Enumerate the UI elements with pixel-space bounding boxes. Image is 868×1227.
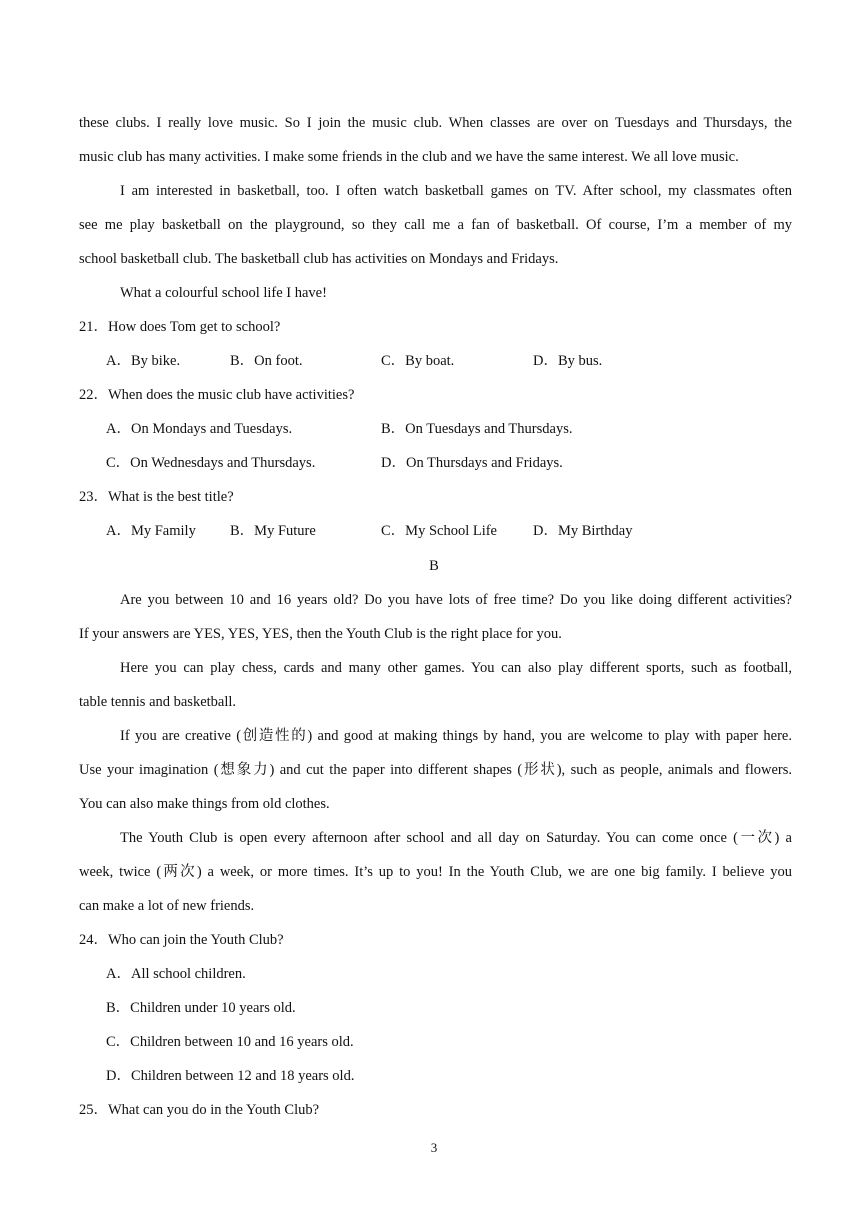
question-text: When does the music club have activities? (108, 387, 355, 403)
passage-a-line: What a colourful school life I have! (120, 285, 327, 301)
option-a: A．All school children. (106, 966, 246, 982)
question-25 (79, 1100, 319, 1120)
passage-b-line: The Youth Club is open every afternoon after school and all day on Saturday. You can come once (一次) a (120, 830, 792, 846)
question-number: 25． (79, 1102, 108, 1118)
passage-b-line: Use your imagination (想象力) and cut the paper into different shapes (形状), such as people, animals and flowers. (79, 762, 792, 778)
passage-a-line: see me play basketball on the playground, so they call me a fan of basketball. Of course, I’m a member of my (79, 217, 792, 233)
page-number: 3 (430, 1140, 438, 1155)
option-a: A．On Mondays and Tuesdays. (106, 421, 293, 437)
question-number: 21． (79, 319, 108, 335)
question-text: What is the best title? (108, 489, 234, 505)
option-d: D．My Birthday (533, 523, 633, 539)
passage-a-line: I am interested in basketball, too. I often watch basketball games on TV. After school, my classmates often (120, 183, 792, 199)
question-number: 23． (79, 489, 108, 505)
passage-a-line: these clubs. I really love music. So I join the music club. When classes are over on Tuesdays and Thursdays, the (79, 115, 792, 131)
question-text: Who can join the Youth Club? (108, 932, 284, 948)
section-b-heading: B (429, 558, 439, 574)
option-c: C．By boat. (381, 353, 455, 369)
option-d: D．Children between 12 and 18 years old. (106, 1068, 355, 1084)
passage-a-line: music club has many activities. I make some friends in the club and we have the same interest. We all love music. (79, 149, 739, 165)
question-22 (79, 385, 354, 405)
option-c: C．My School Life (381, 523, 497, 539)
passage-b-line: If you are creative (创造性的) and good at making things by hand, you are welcome to play with paper here. (120, 728, 792, 744)
question-number: 22． (79, 387, 108, 403)
option-b: B．Children under 10 years old. (106, 1000, 296, 1016)
question-number: 24． (79, 932, 108, 948)
option-a: A．By bike. (106, 353, 181, 369)
option-c: C．Children between 10 and 16 years old. (106, 1034, 354, 1050)
option-b: B．My Future (230, 523, 316, 539)
option-d: D．On Thursdays and Fridays. (381, 455, 563, 471)
option-b: B．On Tuesdays and Thursdays. (381, 421, 573, 437)
question-23 (79, 487, 234, 507)
option-d: D．By bus. (533, 353, 603, 369)
passage-a-line: school basketball club. The basketball club has activities on Mondays and Fridays. (79, 251, 559, 267)
passage-b-line: If your answers are YES, YES, YES, then the Youth Club is the right place for you. (79, 626, 562, 642)
question-text: What can you do in the Youth Club? (108, 1102, 320, 1118)
passage-b-line: Are you between 10 and 16 years old? Do you have lots of free time? Do you like doing different activities? (120, 592, 792, 608)
passage-b-line: table tennis and basketball. (79, 694, 237, 710)
option-b: B．On foot. (230, 353, 303, 369)
question-text: How does Tom get to school? (108, 319, 281, 335)
option-c: C．On Wednesdays and Thursdays. (106, 455, 316, 471)
passage-b-line: can make a lot of new friends. (79, 898, 255, 914)
passage-b-line: week, twice (两次) a week, or more times. It’s up to you! In the Youth Club, we are one big family. I believe you (79, 864, 792, 880)
option-a: A．My Family (106, 523, 196, 539)
passage-b-line: Here you can play chess, cards and many other games. You can also play different sports, such as football, (120, 660, 792, 676)
question-24 (79, 930, 284, 950)
question-21 (79, 317, 280, 337)
passage-b-line: You can also make things from old clothes. (79, 796, 330, 812)
